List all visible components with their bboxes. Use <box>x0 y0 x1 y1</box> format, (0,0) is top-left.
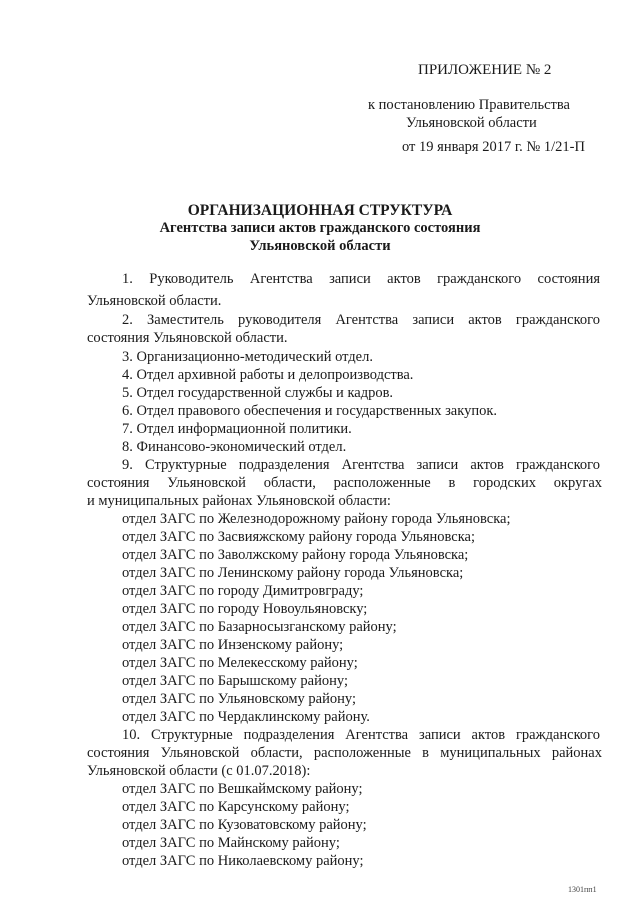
list-item: отдел ЗАГС по Засвияжскому району города Ульяновска; <box>122 529 476 545</box>
region-reference: Ульяновской области <box>406 115 537 131</box>
document-title: ОРГАНИЗАЦИОННАЯ СТРУКТУРА <box>187 202 453 219</box>
resolution-date: от 19 января 2017 г. № 1/21-П <box>402 139 585 155</box>
list-item: отдел ЗАГС по Барышскому району; <box>122 673 348 689</box>
item-1-cont: Ульяновской области. <box>87 293 222 309</box>
resolution-reference: к постановлению Правительства <box>368 97 570 113</box>
list-item: отдел ЗАГС по городу Димитровграду; <box>122 583 364 599</box>
list-item: отдел ЗАГС по Железнодорожному району города Ульяновска; <box>122 511 511 527</box>
list-item: отдел ЗАГС по Кузоватовскому району; <box>122 817 367 833</box>
list-item: отдел ЗАГС по Ульяновскому району; <box>122 691 356 707</box>
item-8: 8. Финансово-экономический отдел. <box>122 439 347 455</box>
list-item: отдел ЗАГС по Мелекесскому району; <box>122 655 358 671</box>
item-5: 5. Отдел государственной службы и кадров. <box>122 385 394 401</box>
list-item: отдел ЗАГС по Ленинскому району города Ульяновска; <box>122 565 464 581</box>
item-4: 4. Отдел архивной работы и делопроизводства. <box>122 367 414 383</box>
item-9-cont2: и муниципальных районах Ульяновской области: <box>87 493 391 509</box>
item-3: 3. Организационно-методический отдел. <box>122 349 373 365</box>
item-1: 1. Руководитель Агентства записи актов гражданского состояния <box>122 271 600 287</box>
document-subtitle: Агентства записи актов гражданского состояния <box>159 220 481 236</box>
list-item: отдел ЗАГС по Вешкаймскому району; <box>122 781 363 797</box>
item-2: 2. Заместитель руководителя Агентства записи актов гражданского <box>122 312 600 328</box>
list-item: отдел ЗАГС по Инзенскому району; <box>122 637 344 653</box>
list-item: отдел ЗАГС по Чердаклинскому району. <box>122 709 370 725</box>
list-item: отдел ЗАГС по Николаевскому району; <box>122 853 364 869</box>
document-subtitle-region: Ульяновской области <box>249 238 391 254</box>
item-7: 7. Отдел информационной политики. <box>122 421 352 437</box>
item-9-cont: состояния Ульяновской области, расположенные в городских округах <box>87 475 602 491</box>
appendix-number: ПРИЛОЖЕНИЕ № 2 <box>418 62 552 78</box>
item-2-cont: состояния Ульяновской области. <box>87 330 288 346</box>
item-10: 10. Структурные подразделения Агентства записи актов гражданского <box>122 727 600 743</box>
item-6: 6. Отдел правового обеспечения и государственных закупок. <box>122 403 498 419</box>
document-code: 1301пп1 <box>568 885 597 894</box>
list-item: отдел ЗАГС по Заволжскому району города Ульяновска; <box>122 547 469 563</box>
list-item: отдел ЗАГС по Базарносызганскому району; <box>122 619 397 635</box>
item-10-cont: состояния Ульяновской области, расположенные в муниципальных районах <box>87 745 602 761</box>
item-10-cont2: Ульяновской области (с 01.07.2018): <box>87 763 311 779</box>
item-9: 9. Структурные подразделения Агентства записи актов гражданского <box>122 457 600 473</box>
list-item: отдел ЗАГС по Карсунскому району; <box>122 799 350 815</box>
list-item: отдел ЗАГС по Майнскому району; <box>122 835 340 851</box>
list-item: отдел ЗАГС по городу Новоульяновску; <box>122 601 368 617</box>
